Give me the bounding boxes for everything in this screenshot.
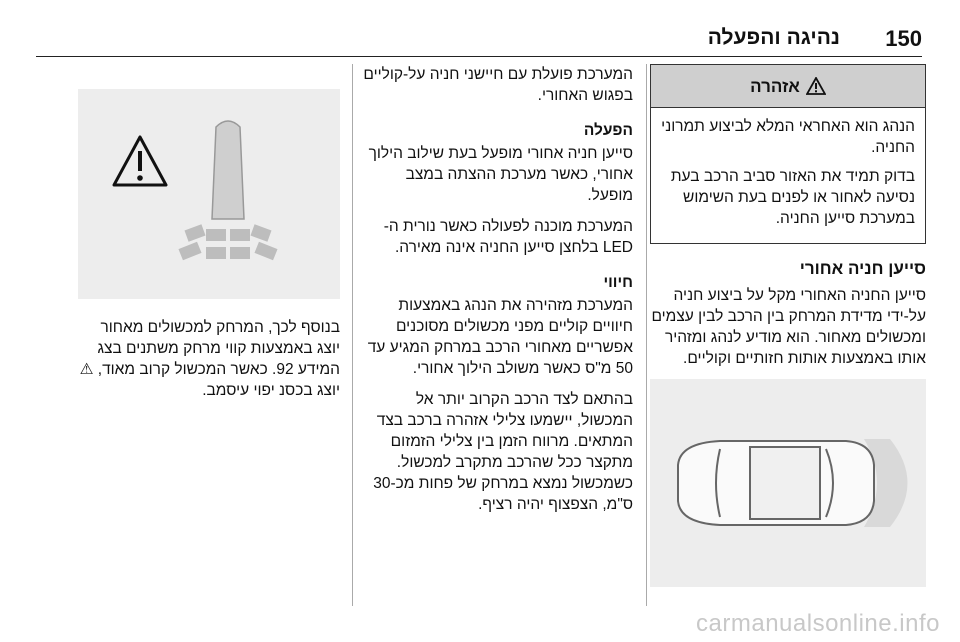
parking-display-illustration <box>78 89 340 299</box>
intro-text: המערכת פועלת עם חיישני חניה על-קוליים בפגוש האחורי. <box>363 66 633 104</box>
left-column <box>78 64 340 411</box>
right-column <box>650 64 926 587</box>
page-title: נהיגה והפעלה <box>707 26 840 49</box>
column-divider <box>646 64 647 606</box>
activation-heading: הפעלה <box>583 122 633 139</box>
warning-text-2: בדוק תמיד את האזור סביב הרכב בעת נסיעה לאחור או לפנים בעת השימוש במערכת סייען החניה. <box>670 168 915 227</box>
indication-heading: חיווי <box>603 274 633 291</box>
display-figure <box>78 89 340 299</box>
section-title: סייען חניה אחורי <box>799 259 926 278</box>
activation-text: סייען חניה אחורי מופעל בעת שילוב הילוך אחורי, כאשר מערכת ההצתה במצב מופעל. <box>368 145 633 204</box>
indication-text: המערכת מזהירה את הנהג באמצעות חיוויים קוליים מפני מכשולים מסוכנים אפשריים מאחורי הרכב במרחק המגיע עד 50 מ"ס כאשר משולב הילוך אחורי. <box>367 297 633 377</box>
figure-caption: בנוסף לכך, המרחק למכשולים מאחור יוצג באמצעות קווי מרחק משתנים בצג המידע 92. כאשר המכשול קרוב מאוד, ⚠ יוצג בכסנ יפוי עיסמב. <box>79 319 340 399</box>
distance-text: בהתאם לצד הרכב הקרוב יותר אל המכשול, יישמעו צלילי אזהרה ברכב בצד המתאים. מרווח הזמן בין צלילי הזמזום מתקצר ככל שהרכב מתקרב למכשול. כשמכשול נמצא במרחק של פחות מכ-30 ס"מ, הצפצוף יהיה רציף. <box>373 391 633 513</box>
warning-header <box>651 65 925 108</box>
section-body: סייען החניה האחורי מקל על ביצוע חניה על-ידי מדידת המרחק בין הרכב לבין עצמים ומכשולים מאחור. הוא מודיע לנהג ומזהיר אותו באמצעות אותות חזותיים וקוליים. <box>651 287 926 367</box>
ready-text: המערכת מוכנה לפעולה כאשר נורית ה-LED בלחצן סייען החניה אינה מאירה. <box>383 218 633 256</box>
warning-box <box>650 64 926 244</box>
warning-title: אזהרה <box>750 76 800 96</box>
middle-column <box>363 64 633 525</box>
column-divider <box>352 64 353 606</box>
header-rule <box>36 56 922 57</box>
page-header <box>36 20 922 54</box>
warning-triangle-icon <box>806 77 826 95</box>
page-number: 150 <box>885 26 922 51</box>
car-top-view-illustration <box>650 379 926 587</box>
warning-text-1: הנהג הוא האחראי המלא לביצוע תמרוני החניה. <box>661 118 915 156</box>
car-sensor-figure <box>650 379 926 587</box>
watermark: carmanualsonline.info <box>696 610 940 637</box>
